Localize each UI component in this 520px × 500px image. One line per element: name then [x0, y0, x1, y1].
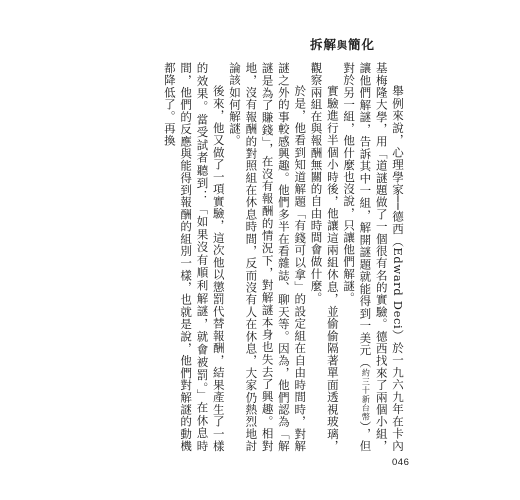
text-run: 後來，他又做了一項實驗，這次他以懲罰代替報酬，結果產生了一樣的效果。當受試者聽到：「如果沒有順利解謎，就會被罰。」在休息時間，他們的反應與能得到報酬的組別一樣，也就是說，他們對解謎的動機都降低了。再換	[162, 62, 226, 452]
paragraph	[162, 62, 227, 452]
page-number: 046	[392, 457, 410, 468]
paragraph	[308, 62, 341, 452]
text-run: ），但對於另一組，他什麼也沒說，只讓他們解謎。	[342, 62, 373, 452]
header-title-small: 與	[336, 41, 348, 52]
running-header	[310, 35, 375, 53]
body-text	[108, 62, 406, 452]
text-run: 於是，他看到知道解題「有錢可以拿」的設定組在自由時間時，對解謎之外的事較感興趣。他們多半在看雜誌、聊天等。因為，他們認為「解謎是為了賺錢」，在沒有報酬的情況下，對解謎本身也失去了興趣。相對地，沒有報酬的對照組在休息時間，反而沒有人在休息，大家仍熱烈地討論該如何解謎。	[228, 62, 308, 452]
paragraph	[341, 62, 406, 452]
inline-note: 約三十新台幣	[361, 368, 371, 422]
text-run: 舉例來說，心理學家──德西（Edward Deci）於一九六九年在卡內基梅隆大學，用「道謎題做了一個很有名的實驗。德西找來了兩個小組，讓他們解謎，告訴其中一組，解開謎題就能得到一美元（	[358, 62, 405, 452]
header-title-end: 簡化	[347, 37, 375, 52]
paragraph	[227, 62, 308, 452]
text-run: 實驗進行半個小時後，他讓這兩組休息，並偷偷隔著單面透視玻璃，觀察兩組在與報酬無關的自由時間會做什麼。	[309, 62, 340, 452]
header-title-main: 拆解	[309, 37, 337, 52]
